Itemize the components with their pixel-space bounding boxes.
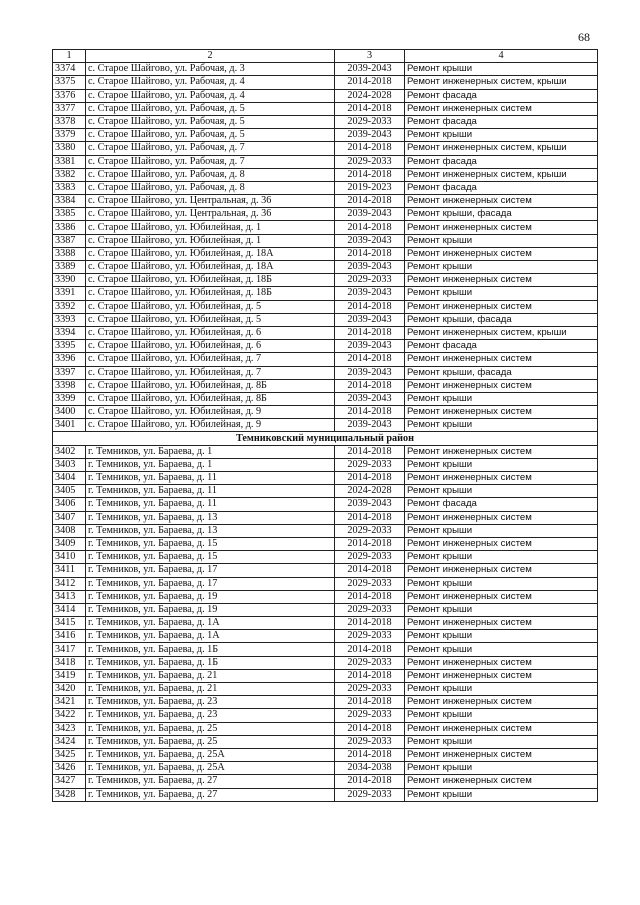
cell-address: г. Темников, ул. Бараева, д. 15 [86, 537, 335, 550]
cell-number: 3419 [53, 669, 86, 682]
cell-period: 2029-2033 [335, 115, 405, 128]
cell-work: Ремонт крыши, фасада [405, 208, 598, 221]
table-header-row [53, 50, 598, 63]
cell-work: Ремонт инженерных систем [405, 445, 598, 458]
cell-address: г. Темников, ул. Бараева, д. 1Б [86, 656, 335, 669]
cell-work: Ремонт крыши [405, 485, 598, 498]
cell-work: Ремонт крыши [405, 683, 598, 696]
table-row [53, 379, 598, 392]
cell-work: Ремонт инженерных систем [405, 247, 598, 260]
table-row [53, 129, 598, 142]
cell-address: г. Темников, ул. Бараева, д. 13 [86, 511, 335, 524]
cell-number: 3396 [53, 353, 86, 366]
cell-address: г. Темников, ул. Бараева, д. 15 [86, 551, 335, 564]
cell-work: Ремонт фасада [405, 155, 598, 168]
table-row [53, 261, 598, 274]
header-cell-work: 4 [405, 50, 598, 63]
table-row [53, 696, 598, 709]
cell-address: г. Темников, ул. Бараева, д. 13 [86, 524, 335, 537]
table-row [53, 340, 598, 353]
cell-number: 3393 [53, 313, 86, 326]
table-row [53, 392, 598, 405]
table-row [53, 102, 598, 115]
cell-period: 2029-2033 [335, 577, 405, 590]
cell-period: 2014-2018 [335, 511, 405, 524]
cell-period: 2014-2018 [335, 76, 405, 89]
cell-period: 2029-2033 [335, 630, 405, 643]
cell-number: 3391 [53, 287, 86, 300]
cell-address: г. Темников, ул. Бараева, д. 1 [86, 458, 335, 471]
cell-work: Ремонт крыши [405, 630, 598, 643]
cell-address: г. Темников, ул. Бараева, д. 27 [86, 788, 335, 801]
cell-work: Ремонт инженерных систем [405, 696, 598, 709]
table-row [53, 181, 598, 194]
cell-period: 2039-2043 [335, 392, 405, 405]
table-row [53, 537, 598, 550]
cell-number: 3392 [53, 300, 86, 313]
table-row [53, 735, 598, 748]
cell-number: 3402 [53, 445, 86, 458]
cell-address: с. Старое Шайгово, ул. Юбилейная, д. 18А [86, 261, 335, 274]
cell-work: Ремонт фасада [405, 181, 598, 194]
cell-period: 2039-2043 [335, 366, 405, 379]
cell-address: г. Темников, ул. Бараева, д. 25А [86, 762, 335, 775]
cell-address: с. Старое Шайгово, ул. Рабочая, д. 5 [86, 102, 335, 115]
cell-work: Ремонт инженерных систем [405, 274, 598, 287]
cell-number: 3387 [53, 234, 86, 247]
table-row [53, 511, 598, 524]
header-cell-period: 3 [335, 50, 405, 63]
cell-period: 2014-2018 [335, 379, 405, 392]
cell-number: 3426 [53, 762, 86, 775]
table-row [53, 590, 598, 603]
cell-address: г. Темников, ул. Бараева, д. 21 [86, 669, 335, 682]
table-row [53, 115, 598, 128]
cell-number: 3378 [53, 115, 86, 128]
cell-number: 3386 [53, 221, 86, 234]
cell-period: 2029-2033 [335, 709, 405, 722]
table-row [53, 577, 598, 590]
cell-work: Ремонт крыши [405, 419, 598, 432]
table-row [53, 313, 598, 326]
cell-address: с. Старое Шайгово, ул. Юбилейная, д. 18Б [86, 287, 335, 300]
cell-period: 2014-2018 [335, 195, 405, 208]
cell-number: 3415 [53, 617, 86, 630]
cell-period: 2014-2018 [335, 775, 405, 788]
cell-address: с. Старое Шайгово, ул. Рабочая, д. 3 [86, 63, 335, 76]
table-row [53, 419, 598, 432]
table-row [53, 775, 598, 788]
cell-address: г. Темников, ул. Бараева, д. 25 [86, 735, 335, 748]
cell-work: Ремонт крыши [405, 392, 598, 405]
cell-work: Ремонт инженерных систем [405, 353, 598, 366]
cell-address: с. Старое Шайгово, ул. Юбилейная, д. 18А [86, 247, 335, 260]
cell-number: 3375 [53, 76, 86, 89]
cell-address: с. Старое Шайгово, ул. Юбилейная, д. 5 [86, 313, 335, 326]
cell-work: Ремонт инженерных систем, крыши [405, 76, 598, 89]
cell-number: 3403 [53, 458, 86, 471]
cell-number: 3412 [53, 577, 86, 590]
cell-address: с. Старое Шайгово, ул. Центральная, д. 36 [86, 195, 335, 208]
cell-address: г. Темников, ул. Бараева, д. 25А [86, 748, 335, 761]
table-row [53, 524, 598, 537]
table-row [53, 709, 598, 722]
cell-period: 2014-2018 [335, 472, 405, 485]
cell-period: 2024-2028 [335, 89, 405, 102]
cell-period: 2014-2018 [335, 247, 405, 260]
section-title: Темниковский муниципальный район [53, 432, 598, 445]
cell-work: Ремонт крыши [405, 524, 598, 537]
cell-work: Ремонт крыши [405, 577, 598, 590]
cell-address: г. Темников, ул. Бараева, д. 27 [86, 775, 335, 788]
cell-work: Ремонт инженерных систем [405, 617, 598, 630]
table-row [53, 63, 598, 76]
table-row [53, 643, 598, 656]
table-row [53, 326, 598, 339]
table-row [53, 683, 598, 696]
table-row [53, 300, 598, 313]
cell-address: с. Старое Шайгово, ул. Рабочая, д. 7 [86, 142, 335, 155]
cell-period: 2029-2033 [335, 524, 405, 537]
cell-work: Ремонт крыши [405, 735, 598, 748]
cell-period: 2014-2018 [335, 300, 405, 313]
table-row [53, 76, 598, 89]
cell-work: Ремонт инженерных систем [405, 379, 598, 392]
cell-work: Ремонт крыши [405, 643, 598, 656]
cell-number: 3377 [53, 102, 86, 115]
cell-period: 2014-2018 [335, 445, 405, 458]
cell-period: 2014-2018 [335, 221, 405, 234]
cell-work: Ремонт инженерных систем [405, 564, 598, 577]
cell-period: 2039-2043 [335, 287, 405, 300]
cell-number: 3384 [53, 195, 86, 208]
cell-number: 3424 [53, 735, 86, 748]
cell-period: 2014-2018 [335, 142, 405, 155]
cell-period: 2014-2018 [335, 643, 405, 656]
cell-work: Ремонт инженерных систем [405, 748, 598, 761]
cell-work: Ремонт фасада [405, 115, 598, 128]
cell-address: г. Темников, ул. Бараева, д. 17 [86, 564, 335, 577]
table-row [53, 195, 598, 208]
cell-address: г. Темников, ул. Бараева, д. 1 [86, 445, 335, 458]
table-row [53, 630, 598, 643]
cell-number: 3394 [53, 326, 86, 339]
cell-period: 2014-2018 [335, 669, 405, 682]
cell-address: г. Темников, ул. Бараева, д. 11 [86, 485, 335, 498]
section-row [53, 432, 598, 445]
cell-number: 3401 [53, 419, 86, 432]
table-row [53, 247, 598, 260]
cell-work: Ремонт крыши [405, 603, 598, 616]
cell-number: 3423 [53, 722, 86, 735]
cell-period: 2014-2018 [335, 406, 405, 419]
cell-work: Ремонт крыши [405, 709, 598, 722]
cell-number: 3395 [53, 340, 86, 353]
cell-period: 2014-2018 [335, 326, 405, 339]
registry-table-body [53, 50, 598, 802]
cell-work: Ремонт крыши [405, 458, 598, 471]
cell-work: Ремонт инженерных систем [405, 300, 598, 313]
cell-number: 3417 [53, 643, 86, 656]
cell-number: 3383 [53, 181, 86, 194]
cell-work: Ремонт крыши [405, 63, 598, 76]
cell-address: с. Старое Шайгово, ул. Юбилейная, д. 7 [86, 353, 335, 366]
table-row [53, 406, 598, 419]
cell-number: 3374 [53, 63, 86, 76]
cell-work: Ремонт крыши [405, 788, 598, 801]
cell-number: 3380 [53, 142, 86, 155]
cell-address: с. Старое Шайгово, ул. Юбилейная, д. 18Б [86, 274, 335, 287]
cell-period: 2014-2018 [335, 748, 405, 761]
cell-address: с. Старое Шайгово, ул. Центральная, д. 36 [86, 208, 335, 221]
cell-period: 2039-2043 [335, 63, 405, 76]
table-row [53, 458, 598, 471]
cell-period: 2014-2018 [335, 722, 405, 735]
cell-number: 3410 [53, 551, 86, 564]
cell-address: с. Старое Шайгово, ул. Рабочая, д. 8 [86, 168, 335, 181]
cell-work: Ремонт инженерных систем, крыши [405, 326, 598, 339]
cell-address: с. Старое Шайгово, ул. Юбилейная, д. 6 [86, 340, 335, 353]
cell-number: 3385 [53, 208, 86, 221]
cell-work: Ремонт инженерных систем [405, 656, 598, 669]
cell-work: Ремонт фасада [405, 89, 598, 102]
cell-address: г. Темников, ул. Бараева, д. 19 [86, 603, 335, 616]
cell-work: Ремонт крыши, фасада [405, 313, 598, 326]
table-row [53, 498, 598, 511]
cell-work: Ремонт крыши [405, 129, 598, 142]
cell-work: Ремонт инженерных систем [405, 221, 598, 234]
cell-number: 3399 [53, 392, 86, 405]
cell-period: 2014-2018 [335, 168, 405, 181]
cell-address: г. Темников, ул. Бараева, д. 25 [86, 722, 335, 735]
cell-number: 3404 [53, 472, 86, 485]
cell-address: с. Старое Шайгово, ул. Юбилейная, д. 9 [86, 419, 335, 432]
cell-work: Ремонт инженерных систем [405, 406, 598, 419]
cell-number: 3421 [53, 696, 86, 709]
cell-number: 3398 [53, 379, 86, 392]
cell-period: 2034-2038 [335, 762, 405, 775]
table-row [53, 669, 598, 682]
table-row [53, 221, 598, 234]
table-row [53, 234, 598, 247]
cell-address: с. Старое Шайгово, ул. Рабочая, д. 4 [86, 89, 335, 102]
table-row [53, 287, 598, 300]
table-row [53, 155, 598, 168]
cell-period: 2039-2043 [335, 234, 405, 247]
cell-period: 2014-2018 [335, 564, 405, 577]
cell-address: с. Старое Шайгово, ул. Юбилейная, д. 8Б [86, 379, 335, 392]
header-cell-number: 1 [53, 50, 86, 63]
table-row [53, 617, 598, 630]
cell-address: г. Темников, ул. Бараева, д. 1А [86, 630, 335, 643]
table-row [53, 168, 598, 181]
cell-address: с. Старое Шайгово, ул. Юбилейная, д. 8Б [86, 392, 335, 405]
cell-period: 2014-2018 [335, 590, 405, 603]
cell-address: г. Темников, ул. Бараева, д. 23 [86, 696, 335, 709]
cell-period: 2029-2033 [335, 274, 405, 287]
cell-period: 2039-2043 [335, 208, 405, 221]
cell-number: 3388 [53, 247, 86, 260]
cell-work: Ремонт крыши [405, 551, 598, 564]
cell-period: 2014-2018 [335, 696, 405, 709]
cell-work: Ремонт инженерных систем [405, 722, 598, 735]
cell-number: 3405 [53, 485, 86, 498]
cell-address: г. Темников, ул. Бараева, д. 19 [86, 590, 335, 603]
cell-number: 3425 [53, 748, 86, 761]
cell-period: 2029-2033 [335, 155, 405, 168]
table-row [53, 722, 598, 735]
cell-number: 3413 [53, 590, 86, 603]
cell-period: 2039-2043 [335, 129, 405, 142]
cell-address: г. Темников, ул. Бараева, д. 23 [86, 709, 335, 722]
cell-work: Ремонт инженерных систем, крыши [405, 168, 598, 181]
cell-number: 3428 [53, 788, 86, 801]
cell-work: Ремонт фасада [405, 498, 598, 511]
table-row [53, 274, 598, 287]
table-row [53, 762, 598, 775]
cell-period: 2014-2018 [335, 102, 405, 115]
cell-address: с. Старое Шайгово, ул. Рабочая, д. 7 [86, 155, 335, 168]
cell-period: 2029-2033 [335, 458, 405, 471]
cell-period: 2029-2033 [335, 603, 405, 616]
table-row [53, 142, 598, 155]
cell-number: 3400 [53, 406, 86, 419]
cell-address: с. Старое Шайгово, ул. Рабочая, д. 5 [86, 115, 335, 128]
cell-work: Ремонт крыши, фасада [405, 366, 598, 379]
cell-number: 3427 [53, 775, 86, 788]
cell-address: с. Старое Шайгово, ул. Юбилейная, д. 9 [86, 406, 335, 419]
table-row [53, 485, 598, 498]
cell-number: 3411 [53, 564, 86, 577]
cell-work: Ремонт инженерных систем [405, 669, 598, 682]
table-row [53, 366, 598, 379]
cell-work: Ремонт инженерных систем [405, 775, 598, 788]
cell-number: 3382 [53, 168, 86, 181]
cell-address: с. Старое Шайгово, ул. Рабочая, д. 5 [86, 129, 335, 142]
cell-period: 2029-2033 [335, 551, 405, 564]
table-row [53, 208, 598, 221]
cell-address: с. Старое Шайгово, ул. Рабочая, д. 8 [86, 181, 335, 194]
header-cell-address: 2 [86, 50, 335, 63]
cell-work: Ремонт инженерных систем [405, 590, 598, 603]
cell-address: г. Темников, ул. Бараева, д. 1А [86, 617, 335, 630]
cell-address: г. Темников, ул. Бараева, д. 11 [86, 472, 335, 485]
cell-period: 2039-2043 [335, 340, 405, 353]
table-row [53, 748, 598, 761]
cell-period: 2039-2043 [335, 313, 405, 326]
cell-work: Ремонт инженерных систем [405, 102, 598, 115]
cell-number: 3379 [53, 129, 86, 142]
table-row [53, 445, 598, 458]
table-row [53, 353, 598, 366]
cell-work: Ремонт инженерных систем [405, 195, 598, 208]
cell-work: Ремонт фасада [405, 340, 598, 353]
cell-number: 3422 [53, 709, 86, 722]
cell-period: 2024-2028 [335, 485, 405, 498]
table-row [53, 603, 598, 616]
cell-number: 3390 [53, 274, 86, 287]
cell-number: 3416 [53, 630, 86, 643]
cell-period: 2029-2033 [335, 656, 405, 669]
cell-period: 2014-2018 [335, 353, 405, 366]
cell-address: с. Старое Шайгово, ул. Юбилейная, д. 5 [86, 300, 335, 313]
cell-period: 2014-2018 [335, 537, 405, 550]
cell-number: 3420 [53, 683, 86, 696]
table-row [53, 564, 598, 577]
cell-period: 2039-2043 [335, 261, 405, 274]
table-row [53, 89, 598, 102]
cell-work: Ремонт крыши [405, 762, 598, 775]
cell-work: Ремонт крыши [405, 261, 598, 274]
cell-number: 3381 [53, 155, 86, 168]
cell-address: с. Старое Шайгово, ул. Рабочая, д. 4 [86, 76, 335, 89]
cell-number: 3406 [53, 498, 86, 511]
table-row [53, 551, 598, 564]
table-row [53, 788, 598, 801]
cell-period: 2029-2033 [335, 788, 405, 801]
cell-period: 2029-2033 [335, 735, 405, 748]
cell-period: 2029-2033 [335, 683, 405, 696]
cell-work: Ремонт инженерных систем [405, 511, 598, 524]
cell-period: 2019-2023 [335, 181, 405, 194]
cell-period: 2039-2043 [335, 498, 405, 511]
cell-address: с. Старое Шайгово, ул. Юбилейная, д. 1 [86, 234, 335, 247]
table-row [53, 656, 598, 669]
cell-address: г. Темников, ул. Бараева, д. 17 [86, 577, 335, 590]
cell-address: г. Темников, ул. Бараева, д. 1Б [86, 643, 335, 656]
cell-address: г. Темников, ул. Бараева, д. 21 [86, 683, 335, 696]
cell-number: 3409 [53, 537, 86, 550]
cell-work: Ремонт крыши [405, 234, 598, 247]
cell-work: Ремонт инженерных систем [405, 472, 598, 485]
cell-address: с. Старое Шайгово, ул. Юбилейная, д. 6 [86, 326, 335, 339]
cell-address: с. Старое Шайгово, ул. Юбилейная, д. 7 [86, 366, 335, 379]
cell-work: Ремонт крыши [405, 287, 598, 300]
cell-period: 2014-2018 [335, 617, 405, 630]
cell-number: 3418 [53, 656, 86, 669]
cell-number: 3408 [53, 524, 86, 537]
cell-address: г. Темников, ул. Бараева, д. 11 [86, 498, 335, 511]
cell-work: Ремонт инженерных систем [405, 537, 598, 550]
cell-number: 3397 [53, 366, 86, 379]
page-number: 68 [578, 30, 590, 44]
cell-number: 3407 [53, 511, 86, 524]
cell-number: 3376 [53, 89, 86, 102]
registry-table [52, 49, 598, 802]
cell-address: с. Старое Шайгово, ул. Юбилейная, д. 1 [86, 221, 335, 234]
cell-period: 2039-2043 [335, 419, 405, 432]
table-row [53, 472, 598, 485]
cell-number: 3414 [53, 603, 86, 616]
cell-number: 3389 [53, 261, 86, 274]
cell-work: Ремонт инженерных систем, крыши [405, 142, 598, 155]
